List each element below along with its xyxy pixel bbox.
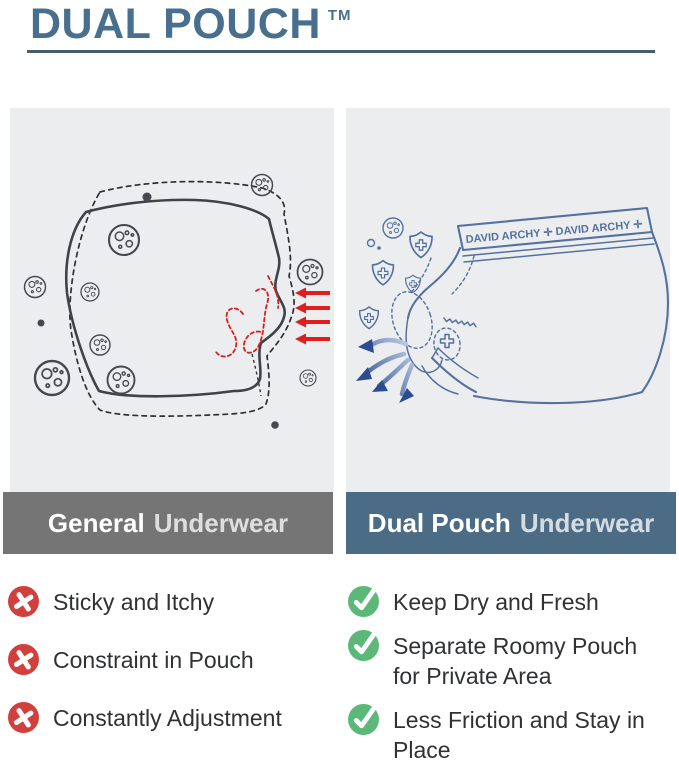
list-item xyxy=(8,586,340,617)
x-circle-icon xyxy=(8,702,39,733)
list-item xyxy=(8,644,340,675)
trunks-outline-blue xyxy=(408,232,668,403)
con-text: Sticky and Itchy xyxy=(53,589,215,615)
con-text: Constraint in Pouch xyxy=(53,647,254,673)
list-item xyxy=(8,702,340,733)
page-title: DUAL POUCH xyxy=(30,0,321,48)
trunks-outline xyxy=(66,200,284,396)
page-header xyxy=(30,0,650,48)
general-underwear-illustration xyxy=(10,108,334,492)
check-circle-icon xyxy=(348,586,379,617)
banner-right-rest: Underwear xyxy=(519,507,655,538)
protection-shields xyxy=(360,218,432,329)
x-circle-icon xyxy=(8,586,39,617)
airflow-arrows xyxy=(356,339,414,403)
list-item xyxy=(348,586,676,617)
pro-text: Less Friction and Stay in Place xyxy=(393,707,645,763)
check-circle-icon xyxy=(348,704,379,735)
pressure-arrows xyxy=(295,288,330,345)
banner-left-rest: Underwear xyxy=(153,507,289,538)
trademark-symbol: TM xyxy=(327,7,352,24)
x-circle-icon xyxy=(8,644,39,675)
general-underwear-banner xyxy=(3,492,333,554)
list-item xyxy=(348,630,676,691)
title-underline xyxy=(27,50,655,53)
check-circle-icon xyxy=(348,630,379,661)
banner-right-strong: Dual Pouch xyxy=(367,507,511,538)
banner-left-strong: General xyxy=(47,507,145,538)
general-underwear-panel xyxy=(10,108,334,492)
dual-pouch-illustration xyxy=(346,108,670,492)
waistband-brand-text: DAVID ARCHY ✛ DAVID ARCHY ✛ xyxy=(465,218,644,246)
con-text: Constantly Adjustment xyxy=(53,705,282,731)
list-item xyxy=(348,704,676,765)
dual-pouch-panel xyxy=(346,108,670,492)
pro-text: Separate Roomy Pouch for Private Area xyxy=(393,633,638,689)
dual-pouch-banner xyxy=(346,492,676,554)
waistband xyxy=(458,208,654,262)
pro-text: Keep Dry and Fresh xyxy=(393,589,599,615)
pros-list xyxy=(348,586,676,778)
cons-list xyxy=(8,586,340,760)
